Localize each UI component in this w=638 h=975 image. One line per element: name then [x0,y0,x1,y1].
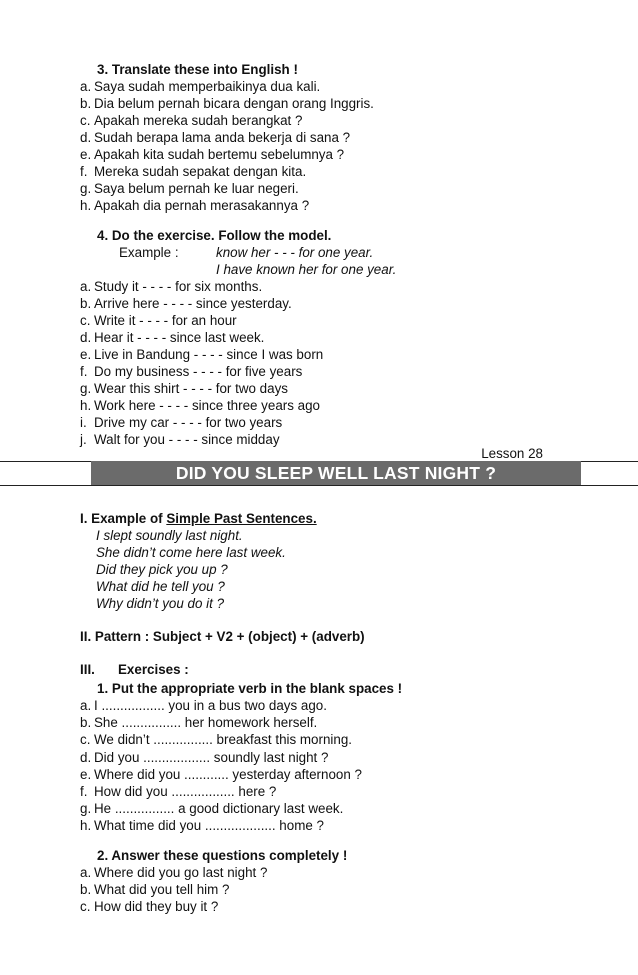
section4-item [80,278,262,295]
lesson-title-banner: DID YOU SLEEP WELL LAST NIGHT ? [91,461,581,485]
section3-item-text: Apakah dia pernah merasakannya ? [94,198,310,213]
part1-heading [80,510,317,527]
exercise1-item-letter: f. [80,784,88,799]
part1-topic: Simple Past Sentences. [166,511,317,526]
exercise1-item-letter: g. [80,801,92,817]
section3-item [80,95,374,112]
section4-item-letter: j. [80,432,87,447]
section4-item-text: Write it - - - - for an hour [94,313,237,328]
section4-item-letter: f. [80,364,88,379]
exercise1-item-letter: h. [80,818,92,834]
section4-item-letter: e. [80,347,92,362]
exercise1-item-letter: e. [80,766,92,782]
exercise1-item-text: What time did you ................... home ? [94,818,324,834]
section4-item [80,312,237,329]
section3-item-text: Apakah kita sudah bertemu sebelumnya ? [94,147,345,162]
part1-example-sentence: She didn’t come here last week. [96,545,286,560]
section3-item-text: Saya belum pernah ke luar negeri. [94,181,299,196]
section3-item-text: Mereka sudah sepakat dengan kita. [94,164,307,179]
divider-bottom [0,485,638,486]
part1-example-sentence: What did he tell you ? [96,579,225,594]
exercise2-item-text: What did you tell him ? [94,882,230,897]
section3-item [80,197,309,214]
section4-item-text: Work here - - - - since three years ago [94,398,320,413]
section4-item-letter: b. [80,296,92,311]
section4-item-text: Drive my car - - - - for two years [94,415,283,430]
exercise2-item-text: How did they buy it ? [94,899,219,914]
part1-example-sentence: I slept soundly last night. [96,528,243,543]
exercise1-item [80,714,317,731]
example-line-1: know her - - - for one year. [216,245,374,260]
section4-item-text: Walt for you - - - - since midday [94,432,280,447]
part1-example-sentence: Why didn’t you do it ? [96,596,225,611]
part1-prefix: I. Example of [80,511,167,526]
exercise2-heading: 2. Answer these questions completely ! [97,848,348,863]
section3-item [80,78,320,95]
exercise2-item [80,881,229,898]
exercise1-item-text: We didn’t ................ breakfast this morning. [94,732,352,748]
section3-item-letter: b. [80,96,92,111]
exercise1-item-text: She ................ her homework herself. [94,715,318,731]
part3-label: III. [80,662,95,677]
exercise1-item-text: Where did you ............ yesterday afternoon ? [94,766,362,782]
section4-item-text: Do my business - - - - for five years [94,364,303,379]
exercise1-item [80,749,328,766]
exercise1-item-text: I ................. you in a bus two days ago. [94,698,327,713]
exercise1-item [80,783,276,800]
exercise1-item-letter: c. [80,732,91,748]
section3-item [80,163,306,180]
section3-item-letter: f. [80,164,88,179]
exercise1-item-letter: a. [80,698,92,713]
section3-item-text: Saya sudah memperbaikinya dua kali. [94,79,321,94]
section4-item [80,397,320,414]
exercise1-item-letter: b. [80,715,92,731]
example-label: Example : [119,245,179,260]
section4-item [80,380,288,397]
lesson-number: Lesson 28 [481,446,543,461]
exercise1-item-text: How did you ................. here ? [94,784,277,799]
section4-heading: 4. Do the exercise. Follow the model. [97,228,332,243]
section4-item [80,346,323,363]
exercise1-item-text: Did you .................. soundly last night ? [94,749,329,765]
section4-item [80,414,282,431]
section3-item-text: Sudah berapa lama anda bekerja di sana ? [94,130,351,145]
section4-item [80,295,292,312]
section3-item-letter: c. [80,113,91,128]
section3-item-text: Dia belum pernah bicara dengan orang Inggris. [94,96,374,111]
exercise2-item [80,864,267,881]
exercise2-item-letter: c. [80,899,91,914]
section4-item-letter: h. [80,398,92,413]
section4-item [80,431,280,448]
section4-item-letter: c. [80,313,91,328]
section4-item-text: Live in Bandung - - - - since I was born [94,347,324,362]
exercise2-item [80,898,218,915]
section4-item-text: Hear it - - - - since last week. [94,330,265,345]
section4-item-letter: a. [80,279,92,294]
section4-item-text: Study it - - - - for six months. [94,279,263,294]
section3-item-letter: a. [80,79,92,94]
exercise1-item [80,817,324,834]
exercise1-item [80,731,352,748]
section4-item [80,363,302,380]
exercise1-item [80,800,343,817]
exercise1-item-letter: d. [80,749,92,765]
exercise1-heading: 1. Put the appropriate verb in the blank spaces ! [97,681,403,696]
exercise2-item-letter: b. [80,882,92,897]
example-line-2: I have known her for one year. [216,262,397,277]
part1-example-sentence: Did they pick you up ? [96,562,228,577]
exercise2-item-letter: a. [80,865,92,880]
section3-item-letter: d. [80,130,92,145]
section3-item [80,146,344,163]
part2-pattern: II. Pattern : Subject + V2 + (object) + (adverb) [80,629,365,644]
section4-item-letter: g. [80,381,92,396]
exercise1-item [80,766,362,783]
exercise2-item-text: Where did you go last night ? [94,865,268,880]
part3-title: Exercises : [118,662,189,677]
section3-item-letter: e. [80,147,92,162]
exercise1-item [80,697,327,714]
section3-item [80,129,350,146]
section4-item-text: Wear this shirt - - - - for two days [94,381,288,396]
section3-item-letter: h. [80,198,92,213]
section4-item-text: Arrive here - - - - since yesterday. [94,296,292,311]
exercise1-item-text: He ................ a good dictionary last week. [94,801,344,817]
section3-item-text: Apakah mereka sudah berangkat ? [94,113,303,128]
section4-item [80,329,264,346]
section3-item [80,180,299,197]
section3-item-letter: g. [80,181,92,196]
section4-item-letter: i. [80,415,87,430]
section3-item [80,112,302,129]
section4-item-letter: d. [80,330,92,345]
section3-heading: 3. Translate these into English ! [97,62,298,77]
